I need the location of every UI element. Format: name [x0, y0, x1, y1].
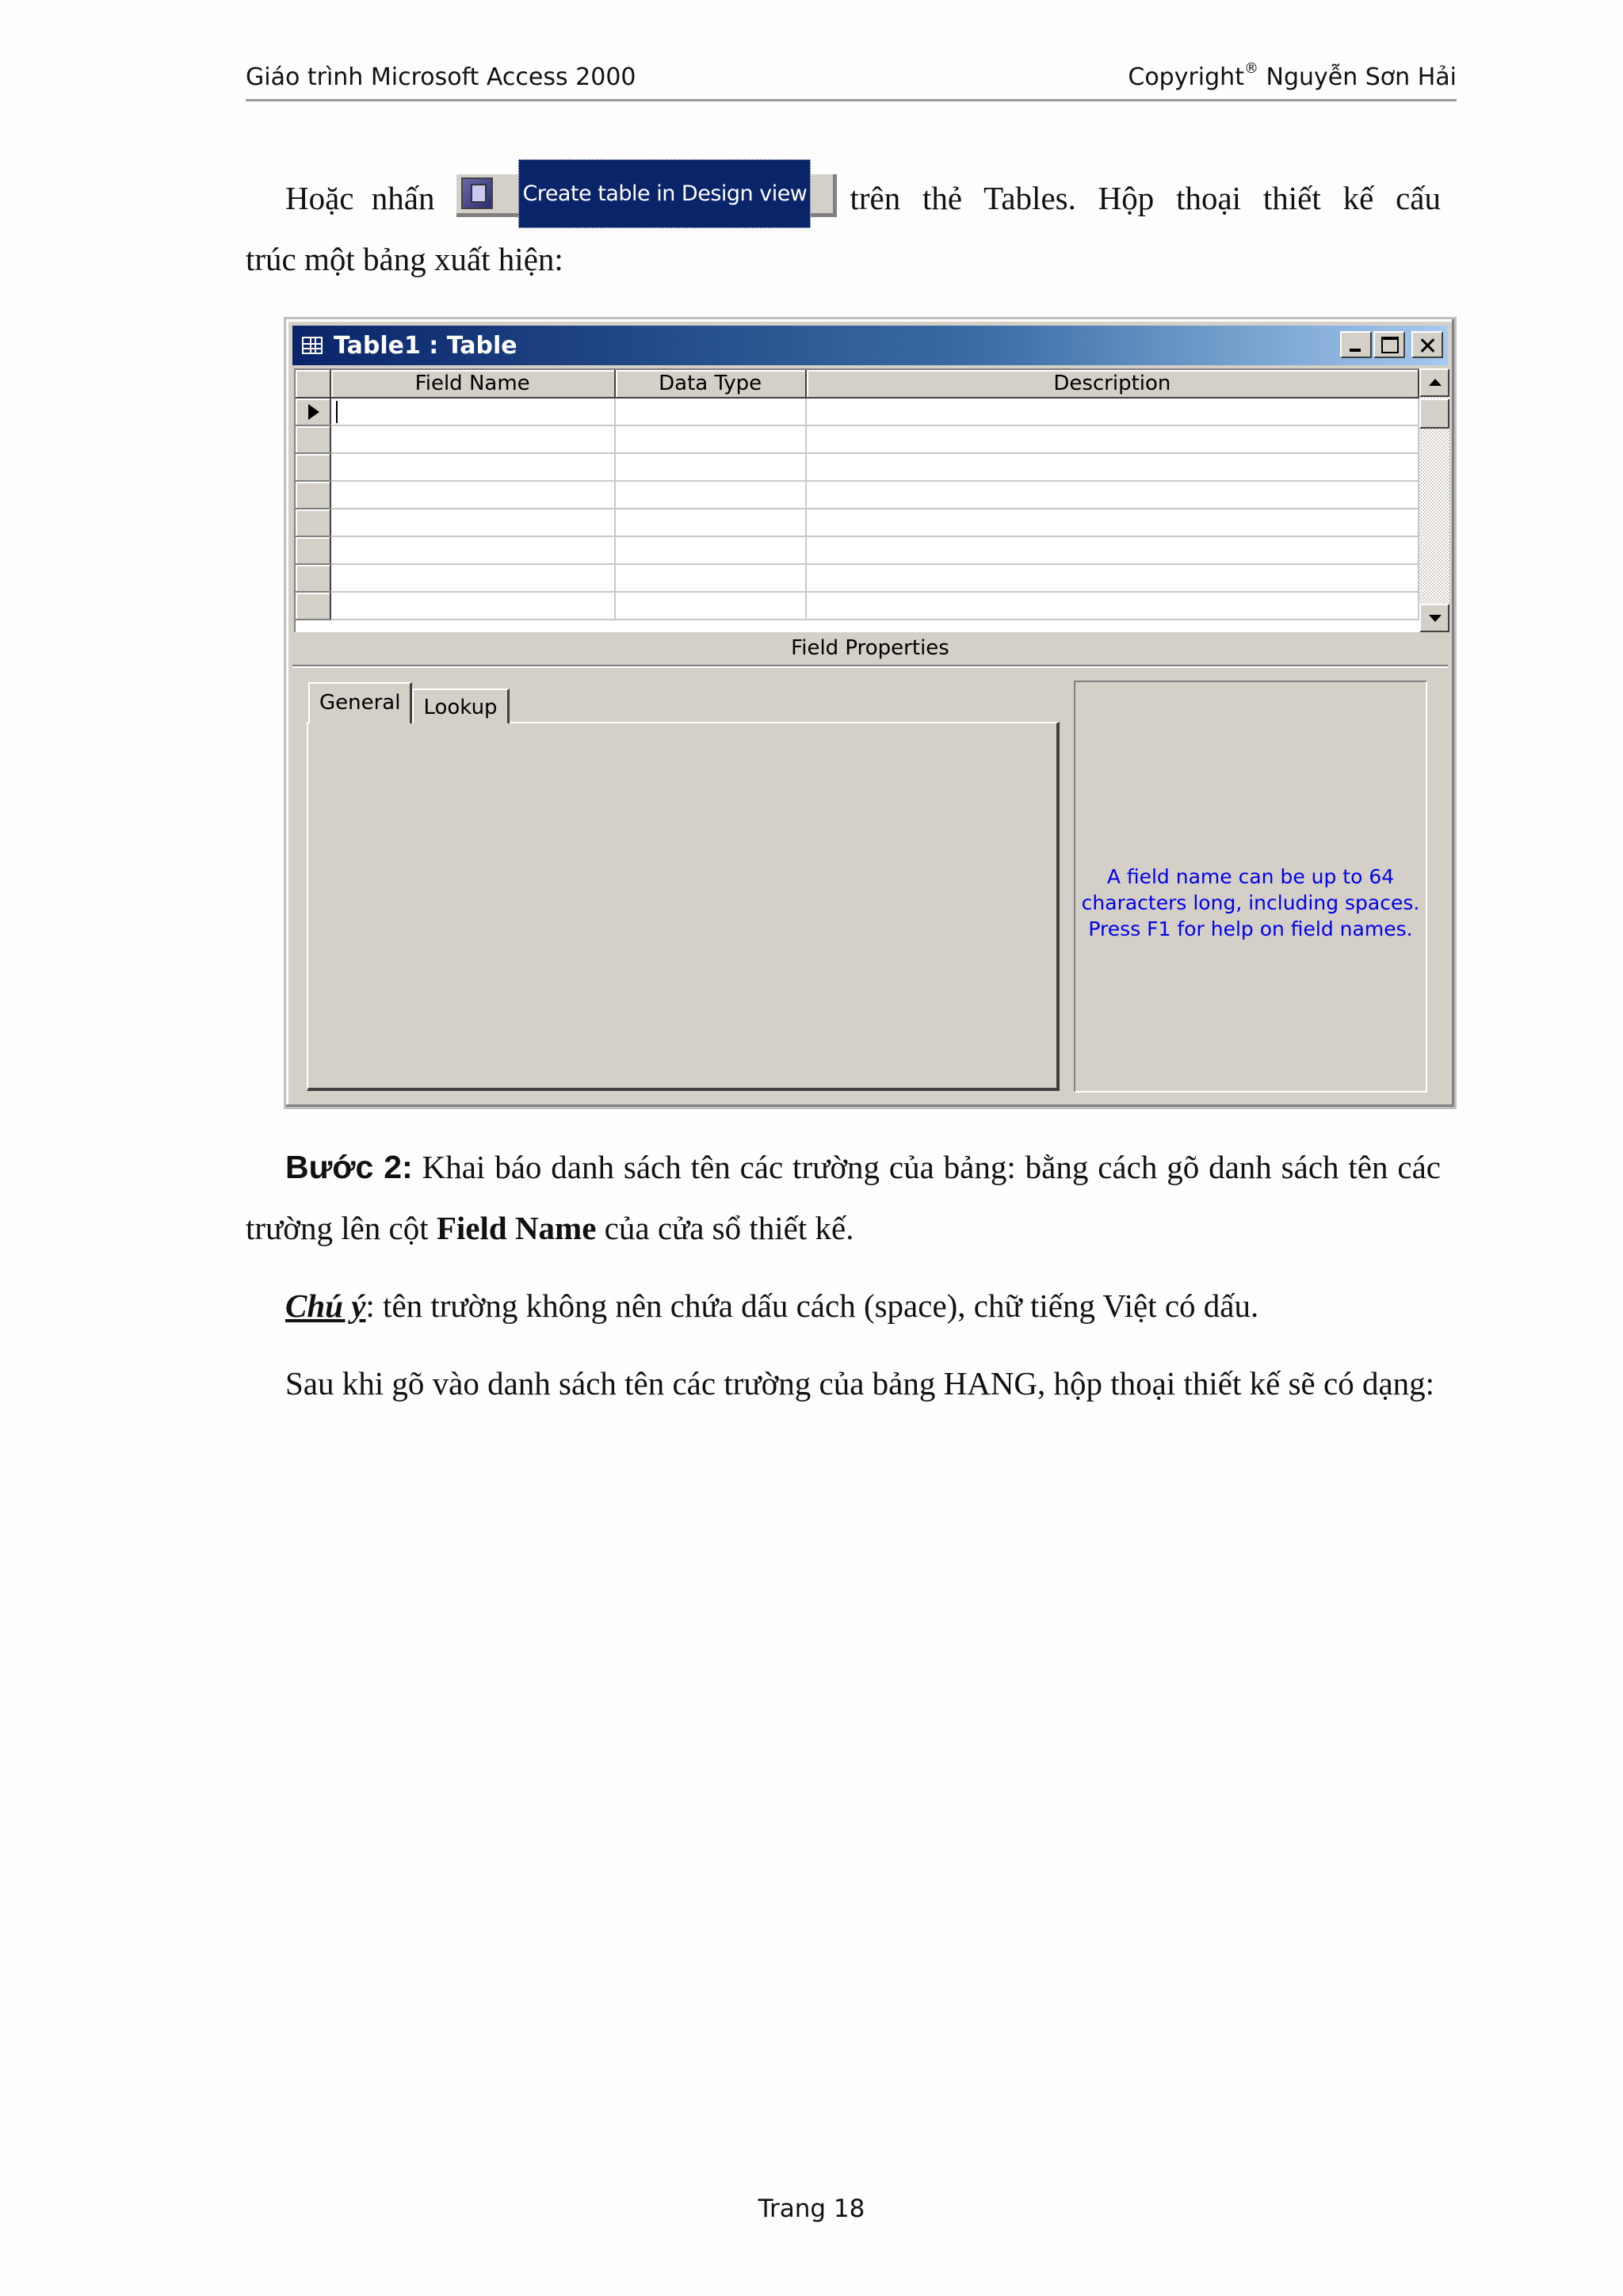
column-header-description[interactable]: Description [806, 370, 1419, 398]
row-selector[interactable] [296, 509, 330, 536]
step2-text: Khai báo danh sách tên các trường của bảng: bằng cách gõ danh sách tên các trường lên cột [246, 1149, 1441, 1246]
header-copyright: Copyright [1128, 63, 1244, 91]
description-cell[interactable] [806, 536, 1419, 564]
header-right [1128, 60, 1457, 91]
column-header-field-name[interactable]: Field Name [330, 370, 615, 398]
field-name-cell[interactable] [330, 509, 615, 536]
properties-tab-panel [307, 722, 1060, 1091]
step2-text-end: của cửa sổ thiết kế. [596, 1210, 854, 1246]
table-row [296, 481, 1419, 509]
header-author: Nguyễn Sơn Hải [1258, 63, 1457, 91]
note-text: : tên trường không nên chứa dấu cách (space), chữ tiếng Việt có dấu. [365, 1287, 1259, 1324]
field-name-cell[interactable] [330, 425, 615, 453]
field-grid [294, 368, 1419, 632]
step2-bold: Field Name [436, 1210, 597, 1246]
table-design-window [284, 317, 1457, 1109]
field-properties-divider [292, 665, 1448, 668]
create-table-design-view-button[interactable] [456, 174, 837, 217]
properties-tabs [308, 682, 510, 723]
data-type-cell[interactable] [615, 481, 806, 509]
text-cursor [336, 401, 338, 423]
registered-mark: ® [1243, 60, 1258, 77]
after-text: Sau khi gõ vào danh sách tên các trường của bảng HANG, hộp thoại thiết kế sẽ có dạng: [285, 1365, 1435, 1402]
scroll-thumb[interactable] [1419, 399, 1449, 429]
field-name-cell[interactable] [330, 453, 615, 481]
field-name-cell[interactable] [330, 398, 615, 425]
data-type-cell[interactable] [615, 564, 806, 592]
row-selector-header[interactable] [296, 370, 330, 398]
data-type-cell[interactable] [615, 398, 806, 425]
intro-line-2: trúc một bảng xuất hiện: [246, 241, 563, 277]
minimize-icon[interactable] [1340, 331, 1372, 358]
table-icon [302, 337, 323, 354]
data-type-cell[interactable] [615, 592, 806, 620]
header-left: Giáo trình Microsoft Access 2000 [246, 63, 636, 91]
table-row [296, 453, 1419, 481]
window-controls [1340, 331, 1443, 358]
row-selector[interactable] [296, 564, 330, 592]
row-selector[interactable] [296, 592, 330, 620]
design-view-icon [461, 177, 493, 209]
field-help-text: A field name can be up to 64 characters long, including spaces. Press F1 for help on field names. [1081, 864, 1420, 940]
window-title: Table1 : Table [334, 331, 517, 360]
scroll-down-arrow-icon[interactable] [1419, 604, 1449, 632]
table-row [296, 536, 1419, 564]
table-row [296, 592, 1419, 620]
description-cell[interactable] [806, 509, 1419, 536]
current-row-arrow-icon [308, 404, 319, 420]
vertical-scrollbar[interactable] [1419, 368, 1449, 632]
table-row [296, 425, 1419, 453]
tab-general[interactable]: General [308, 682, 412, 723]
data-type-cell[interactable] [615, 453, 806, 481]
field-name-cell[interactable] [330, 481, 615, 509]
data-type-cell[interactable] [615, 425, 806, 453]
column-header-data-type[interactable]: Data Type [615, 370, 806, 398]
description-cell[interactable] [806, 564, 1419, 592]
note-paragraph [246, 1276, 1441, 1337]
intro-before: Hoặc nhấn [285, 180, 435, 216]
description-cell[interactable] [806, 425, 1419, 453]
row-selector[interactable] [296, 481, 330, 509]
field-name-cell[interactable] [330, 536, 615, 564]
tab-lookup[interactable]: Lookup [412, 688, 509, 723]
table-row [296, 398, 1419, 425]
header-rule [246, 99, 1457, 101]
description-cell[interactable] [806, 453, 1419, 481]
data-type-cell[interactable] [615, 509, 806, 536]
intro-line-1 [246, 168, 1441, 229]
step2-paragraph [246, 1137, 1441, 1259]
row-selector[interactable] [296, 536, 330, 564]
data-type-cell[interactable] [615, 536, 806, 564]
grid-header-row [296, 370, 1419, 398]
scroll-up-arrow-icon[interactable] [1419, 368, 1449, 397]
row-selector[interactable] [296, 425, 330, 453]
after-paragraph [246, 1353, 1441, 1414]
intro-paragraph [246, 168, 1441, 290]
window-titlebar[interactable] [292, 326, 1448, 365]
row-selector[interactable] [296, 453, 330, 481]
step2-label: Bước 2: [285, 1149, 413, 1185]
description-cell[interactable] [806, 592, 1419, 620]
field-properties-label: Field Properties [791, 636, 949, 660]
note-label: Chú ý [285, 1287, 366, 1324]
table-row [296, 564, 1419, 592]
page-number: Trang 18 [758, 2195, 865, 2223]
maximize-icon[interactable] [1373, 331, 1405, 358]
field-name-cell[interactable] [330, 592, 615, 620]
field-name-cell[interactable] [330, 564, 615, 592]
description-cell[interactable] [806, 398, 1419, 425]
description-cell[interactable] [806, 481, 1419, 509]
row-selector-current[interactable] [296, 398, 330, 425]
field-help-box [1074, 681, 1427, 1093]
table-row [296, 509, 1419, 536]
create-table-design-view-label: Create table in Design view [518, 159, 811, 228]
close-icon[interactable] [1411, 331, 1443, 358]
intro-after: trên thẻ Tables. Hộp thoại thiết kế cấu [850, 180, 1441, 216]
